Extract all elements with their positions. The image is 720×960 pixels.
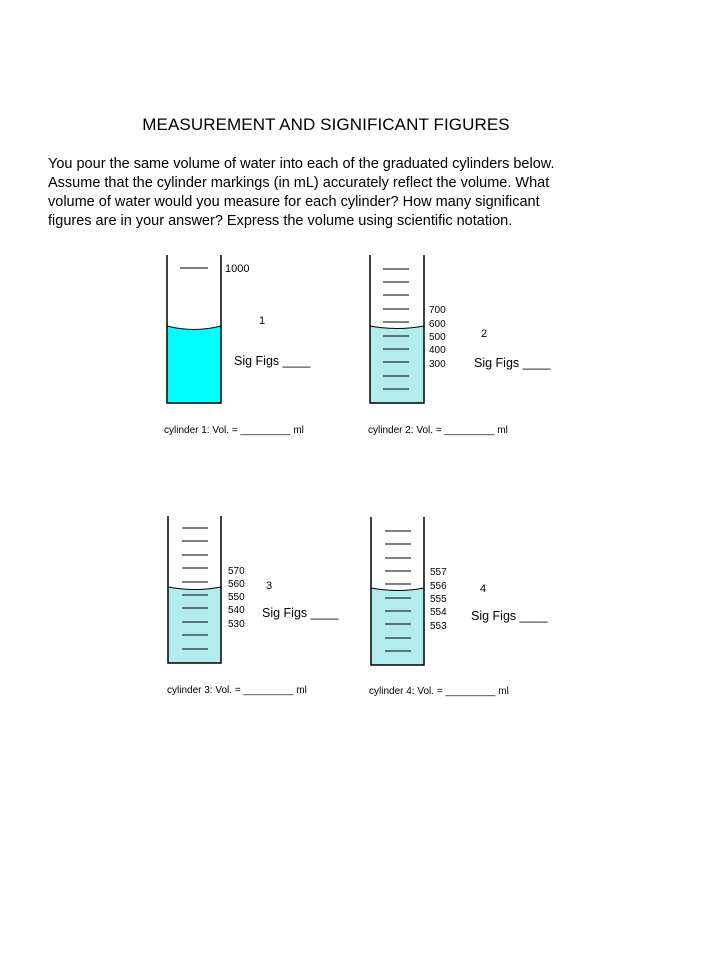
cylinder-4-scale-label: 555: [430, 594, 447, 605]
cylinder-1-sig-figs: Sig Figs ____: [234, 354, 311, 368]
cylinder-2-scale-label: 400: [429, 345, 446, 356]
cylinder-2-scale-label: 700: [429, 305, 446, 316]
cylinder-2: [368, 255, 551, 436]
cylinder-4-scale-label: 553: [430, 621, 447, 632]
cylinder-4-sig-figs: Sig Figs ____: [471, 609, 548, 623]
cylinder-1-number: 1: [259, 315, 266, 327]
cylinder-2-scale-label: 500: [429, 332, 446, 343]
instructions-line: Assume that the cylinder markings (in mL) accurately reflect the volume. What: [48, 175, 550, 191]
cylinder-2-water: [370, 326, 424, 403]
cylinder-3-scale-label: 530: [228, 619, 245, 630]
cylinder-3-scale-label: 560: [228, 579, 245, 590]
cylinder-1-water: [167, 326, 221, 403]
cylinder-2-scale-label: 300: [429, 359, 446, 370]
cylinder-3-scale-label: 570: [228, 566, 245, 577]
cylinder-3-scale-label: 550: [228, 592, 245, 603]
cylinder-3-number: 3: [266, 580, 273, 592]
page-title: MEASUREMENT AND SIGNIFICANT FIGURES: [142, 115, 510, 134]
cylinder-3-scale-label: 540: [228, 605, 245, 616]
cylinder-4-scale-label: 557: [430, 567, 447, 578]
cylinder-1-caption: cylinder 1: Vol. = _________ ml: [164, 425, 304, 436]
cylinder-4-caption: cylinder 4: Vol. = _________ ml: [369, 686, 509, 697]
cylinder-2-scale-label: 600: [429, 319, 446, 330]
cylinder-4-water: [371, 588, 424, 665]
instructions-line: You pour the same volume of water into each of the graduated cylinders below.: [48, 156, 555, 172]
cylinder-1-scale-label: 1000: [225, 263, 250, 275]
cylinder-4-scale-label: 554: [430, 607, 447, 618]
instructions-line: figures are in your answer? Express the volume using scientific notation.: [48, 213, 513, 229]
cylinder-4-scale-label: 556: [430, 581, 447, 592]
cylinder-3: [167, 516, 339, 696]
cylinder-2-caption: cylinder 2: Vol. = _________ ml: [368, 425, 508, 436]
cylinder-2-number: 2: [481, 328, 488, 340]
cylinder-4: [369, 517, 548, 697]
instructions-line: volume of water would you measure for each cylinder? How many significant: [48, 194, 540, 210]
cylinder-1: [164, 255, 311, 436]
cylinder-4-number: 4: [480, 583, 487, 595]
cylinder-3-sig-figs: Sig Figs ____: [262, 606, 339, 620]
cylinder-3-water: [168, 587, 221, 663]
cylinder-3-caption: cylinder 3: Vol. = _________ ml: [167, 685, 307, 696]
cylinder-2-sig-figs: Sig Figs ____: [474, 356, 551, 370]
